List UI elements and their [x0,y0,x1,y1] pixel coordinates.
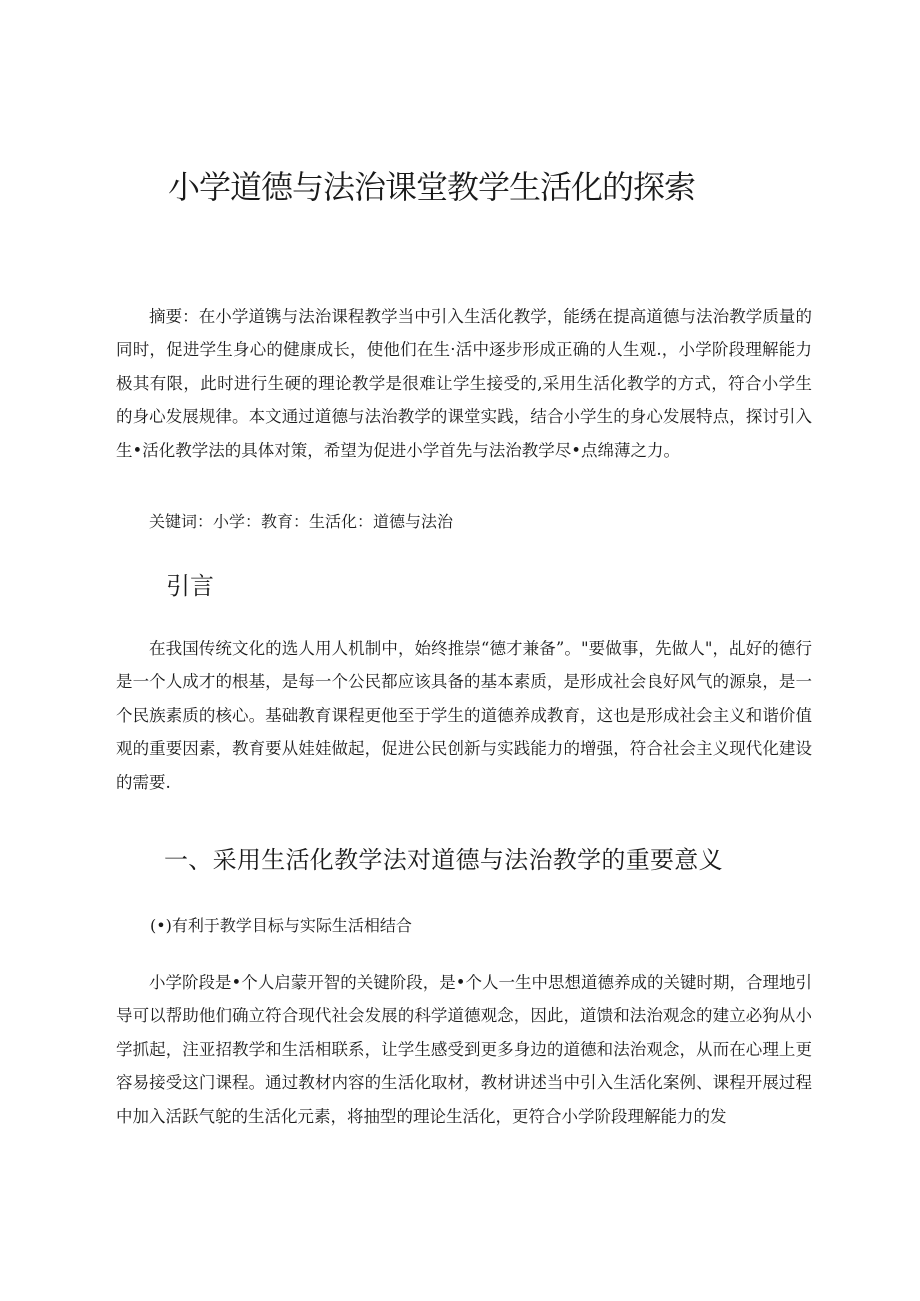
document-title: 小学道德与法治课堂教学生活化的探索 [168,168,696,206]
section-body-paragraph: 小学阶段是•个人启蒙开智的关键阶段，是•个人一生中思想道德养成的关键时期，合理地引导可以帮助他们确立符合现代社会发展的科学道德观念，因此，道馈和法治观念的建立必狗从小学抓起，注亚招教学和生活相联系，让学生感受到更多身边的道德和法治观念，从而在心理上更容易接受这门课程。通过教材内容的生活化取材，教材讲述当中引入生活化案例、课程开展过程中加入活跃气鸵的生活化元素，将抽型的理论生活化，更符合小学阶段理解能力的发 [116,973,812,1126]
section-heading: 一、采用生活化教学法对道德与法治教学的重要意义 [164,846,723,874]
intro-heading: 引言 [166,572,214,600]
keywords-line: 关键词：小学：教育：生活化：道德与法治 [149,512,454,531]
subsection-heading: (•)有利于教学目标与实际生活相结合 [150,916,412,935]
abstract-paragraph: 摘要：在小学道镌与法治课程教学当中引入生活化教学，能绣在提高道德与法治教学质量的同时，促进学生身心的健康成长，使他们在生·活中逐步形成正确的人生观.，小学阶段理解能力极其有限，此时进行生硬的理论教学是很难让学生接受的,采用生活化教学的方式，符合小学生的身心发展规律。本文通过道德与法治教学的课堂实践，结合小学生的身心发展特点，探讨引入生•活化教学法的具体对策，希望为促进小学首先与法治教学尽•点绵薄之力。 [116,307,812,460]
intro-paragraph: 在我国传统文化的选人用人机制中，始终推崇“德才兼备”。"要做事，先做人"，乩好的德行是一个人成才的根基，是每一个公民都应该具备的基本素质，是形成社会良好风气的源泉，是一个民族素质的核心。基础教育课程更他至于学生的道德养成教育，这也是形成社会主义和谐价值观的重要因素，教育要从娃娃做起，促进公民创新与实践能力的增强，符合社会主义现代化建设的需要. [116,639,812,792]
